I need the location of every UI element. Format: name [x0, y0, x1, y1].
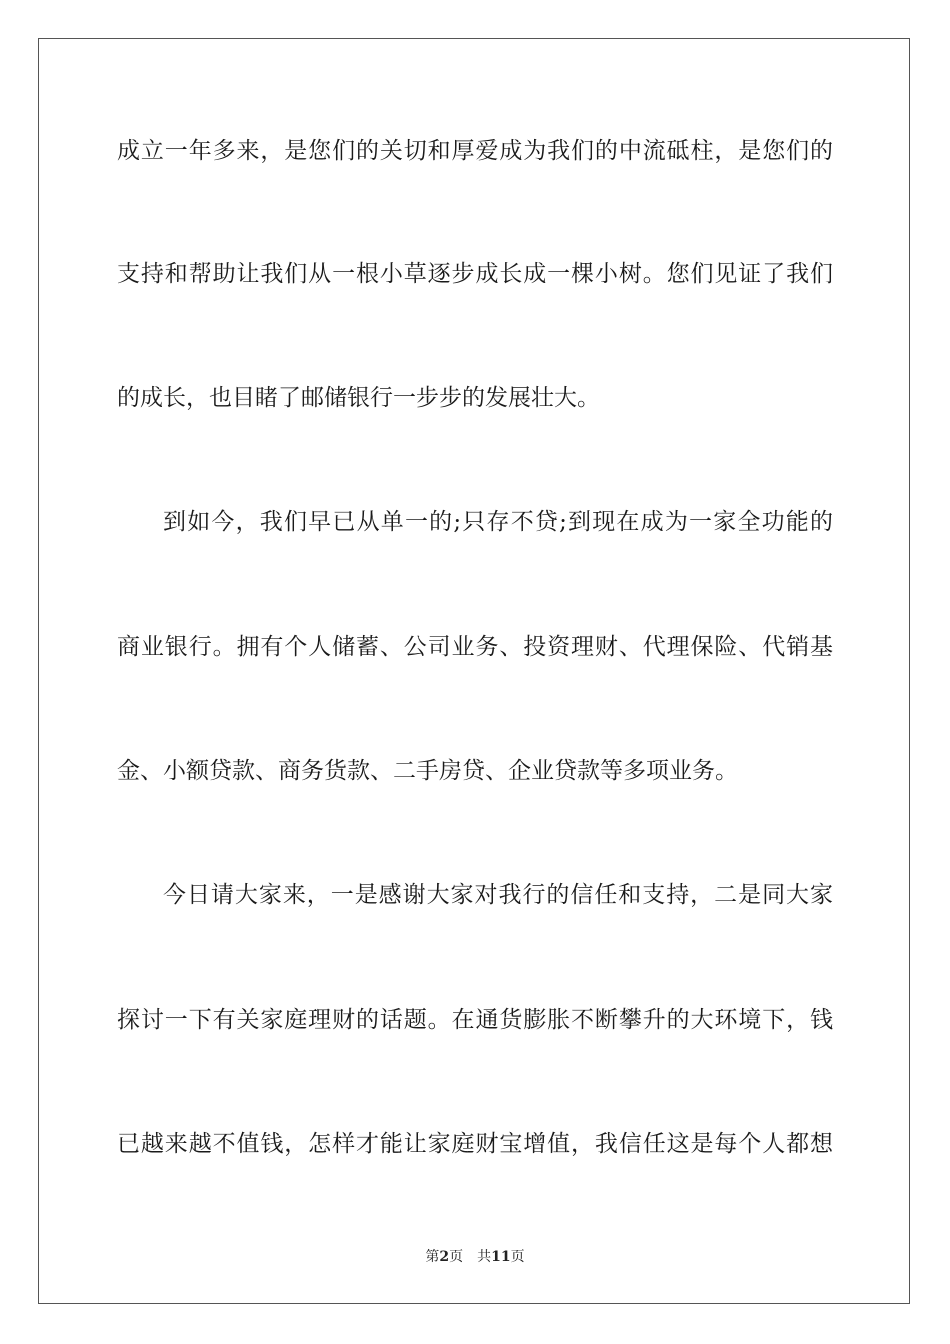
page-number: 2 [439, 1249, 450, 1265]
text-line: 金、小额贷款、商务货款、二手房贷、企业贷款等多项业务。 [117, 758, 738, 784]
text-line: 成立一年多来，是您们的关切和厚爱成为我们的中流砥柱，是您们的 [117, 138, 833, 164]
page-footer [0, 1248, 950, 1266]
total-label-suffix: 页 [510, 1249, 525, 1265]
page-label-prefix: 第 [425, 1249, 440, 1265]
text-line: 支持和帮助让我们从一根小草逐步成长成一棵小树。您们见证了我们 [117, 261, 833, 287]
text-line: 已越来越不值钱，怎样才能让家庭财宝增值，我信任这是每个人都想 [117, 1131, 833, 1157]
page-border [38, 38, 910, 1304]
text-line: 的成长，也目睹了邮储银行一步步的发展壮大。 [117, 385, 600, 411]
text-line: 探讨一下有关家庭理财的话题。在通货膨胀不断攀升的大环境下，钱 [117, 1007, 833, 1033]
text-line: 到如今，我们早已从单一的;只存不贷;到现在成为一家全功能的 [163, 509, 833, 535]
total-pages: 11 [491, 1249, 511, 1265]
text-line: 今日请大家来，一是感谢大家对我行的信任和支持，二是同大家 [163, 882, 833, 908]
page-label-suffix: 页 [449, 1249, 464, 1265]
text-line: 商业银行。拥有个人储蓄、公司业务、投资理财、代理保险、代销基 [117, 634, 833, 660]
total-label-prefix: 共 [477, 1249, 492, 1265]
